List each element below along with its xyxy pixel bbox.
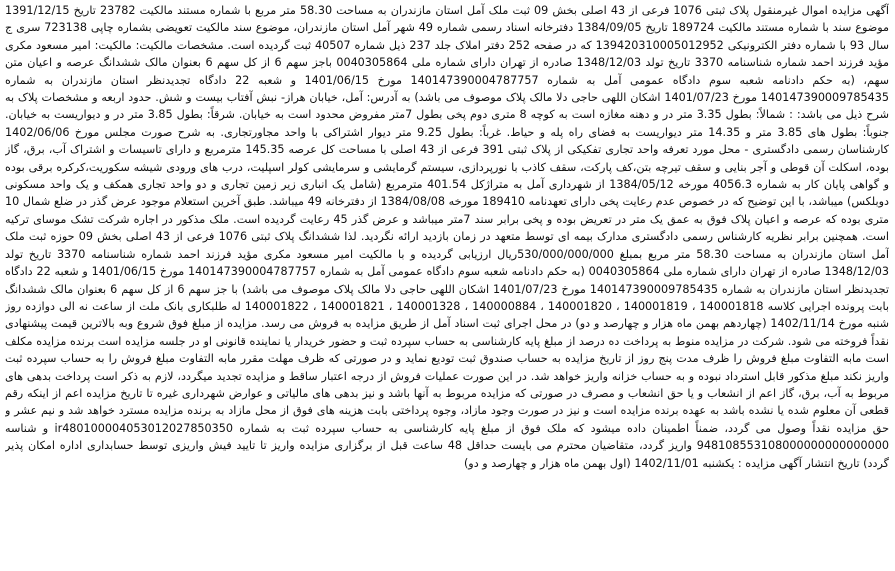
auction-notice-text: آگهی مزایده اموال غیرمنقول پلاک ثبتی 1076 فرعی از 43 اصلی بخش 09 ثبت ملک آمل استان مازندران به مساحت 58.30 متر مربع با شماره مستند مالکیت 23782 تاریخ 1391/12/15 موضوع سند با شماره مستند مالکیت 189724 تاریخ 1384/09/05 دفترخانه اسناد رسمی شماره 49 شهر آمل استان مازندران، موضوع سند مالکیت تعویضی بشماره چاپی 723138 سری ج سال 93 با شماره دفتر الکترونیکی 139420310005012952 که در صفحه 252 دفتر املاک جلد 237 ذیل شماره 40507 ثبت گردیده است. مشخصات مالکیت: مالکیت: امیر مسعود مکری مؤید فرزند احمد شماره شناسنامه 3370 تاریخ تولد 1348/12/03 صادره از تهران دارای شماره ملی 0040305864 باجز سهم 6 از کل سهم 6 بعنوان مالک ششدانگ عرصه و اعیان متن سهم، (به حکم دادنامه شعبه سوم دادگاه عمومی آمل به شماره 140147390004787757 مورخ 1401/06/15 و شعبه 22 دادگاه تجدیدنظر استان مازندران به شماره 140147390009785435 مورخ 1401/07/23 اشکان اللهی حاجی دلا مالک پلاک موصوف می باشد) به آدرس: آمل، خیابان هراز- نبش آفتاب بیست و شش. حدود اربعه و مشخصات پلاک به شرح ذیل می باشد: : شمالاً: بطول 3.35 متر در و دهنه مغازه است به کوچه 8 متری دوم پخی بطول 7متر مفروض محدود است به خیابان. شرقاً: بطول 3.85 متر در و دیواریست به خیابان. جنوباً: بطول های 3.85 متر و 14.35 متر دیواریست به فضای راه پله و حیاط. غرباً: بطول 9.25 متر دیوار اشتراکی با واحد مجاورتجاری. به شرح صورت مجلس مورخ 1402/06/06 کارشناسان رسمی دادگستری - محل مورد تعرفه واحد تجاری تفکیکی از پلاک ثبتی 391 فرعی از 43 اصلی با مساحت کل عرصه 145.35 مترمربع و دارای تاسیسات و اشتراک آب، برق، گاز بوده، اسکلت آن قوطی و آجر بنایی و سقف تیرچه بتن،کف پارکت، سقف کاذب با نورپردازی، سیستم گرمایشی و سرمایشی کولر اسپلیت، درب های ورودی شیشه سکوریت،کرکره برقی بوده و گواهی پایان کار به شماره 4056.3 مورخه 1384/05/12 از شهرداری آمل به متراژکل 401.54 مترمربع (شامل یک انباری زیر زمین تجاری و دو واحد تجاری همکف و یک واحد مسکونی دوبلکس) میباشد، با این توضیح که در خصوص عدم رعایت پخی دارای تعهدنامه 189410 مورخه 1384/08/08 از دفترخانه 49 میباشد. طبق آخرین استعلام موجود عرض گذر در ضلع شمال 10 متری بوده که عرصه و اعیان پلاک فوق به عمق یک متر در تعریض بوده و پخی برابر سند 7متر میباشد و عرض گذر 45 رعایت گردیده است. ملک مذکور در اجاره شرکت تشک موسای ترکیه است. همچنین برابر نظریه کارشناس رسمی دادگستری مدارک بیمه ای توسط متعهد در زمان بازدید ارائه نگردید. لذا ششدانگ پلاک ثبتی 1076 فرعی از 43 اصلی بخش 09 حوزه ثبت ملک آمل استان مازندران به مساحت 58.30 متر مربع بمبلغ 530/000/000/000ریال ارزیابی گردیده و با مالکیت امیر مسعود مکری مؤید فرزند احمد شماره شناسنامه 3370 تاریخ تولد 1348/12/03 صادره از تهران دارای شماره ملی 0040305864 (به حکم دادنامه شعبه سوم دادگاه عمومی آمل به شماره 140147390004787757 مورخ 1401/06/15 و شعبه 22 دادگاه تجدیدنظر استان مازندران به شماره 140147390009785435 مورخ 1401/07/23 اشکان اللهی حاجی دلا مالک پلاک موصوف می باشد) با جز سهم 6 از کل سهم 6 بعنوان مالک ششدانگ بابت پرونده اجرایی کلاسه 140001818 ، 140001819 ، 140001820 ، 140000884 ، 140001328 ، 140001821 ، 140001822 له طلبکاری بانک ملت از ساعت نه الی دوازده روز شنبه مورخ 1402/11/14 (چهاردهم بهمن ماه هزار و چهارصد و دو) در محل اجرای ثبت اسناد آمل از طریق مزایده به فروش می رسد. مزایده از مبلغ فوق شروع وبه بالاترین قیمت پیشنهادی نقداً فروخته می شود. شرکت در مزایده منوط به پرداخت ده درصد از مبلغ پایه کارشناسی به حساب سپرده ثبت و حضور خریدار یا نماینده قانونی او در جلسه مزایده است برنده مزایده مکلف است مابه التفاوت مبلغ فروش را ظرف مدت پنج روز از تاریخ مزایده به حساب صندوق ثبت تودیع نماید و در صورتی که ظرف مهلت مقرر مابه التفاوت مبلغ فروش را به حساب سپرده ثبت واریز نکند مبلغ مذکور قابل استرداد نبوده و به حساب خزانه واریز خواهد شد. در این صورت عملیات فروش از درجه اعتبار ساقط و مزایده تجدید میگردد، لازم به ذکر است پرداخت بدهی های مربوط به آب، برق، گاز اعم از انشعاب و یا حق انشعاب و مصرف در صورتی که مزایده مربوط به آنها باشد و نیز بدهی های مالیاتی و عوارض شهرداری غیره تا تاریخ مزایده اعم از اینکه رقم قطعی آن معلوم شده یا نشده باشد به عهده برنده مزایده است و نیز در صورت وجود مازاد، وجوه پرداختی بابت هزینه های فوق از محل مازاد به برنده مزایده مسترد خواهد شد و نیم عشر و حق مزایده نقداً وصول می گردد، ضمناً اطمینان داده میشود که ملک فوق از مبلغ پایه کارشناسی به حساب سپرده ثبت به شماره ir480100004053012027850350 و شناسه 948108553108000000000000000 واریز گردد، متقاضیان محترم می بایست حداقل 48 ساعت قبل از برگزاری مزایده واریز تا تایید فیش واریزی توسط حسابداری اداره امکان پذیر گردد) تاریخ انتشار آگهی مزایده : یکشنبه 1402/11/01 (اول بهمن ماه هزار و چهارصد و دو)	[5, 4, 889, 470]
auction-notice	[5, 2, 889, 568]
